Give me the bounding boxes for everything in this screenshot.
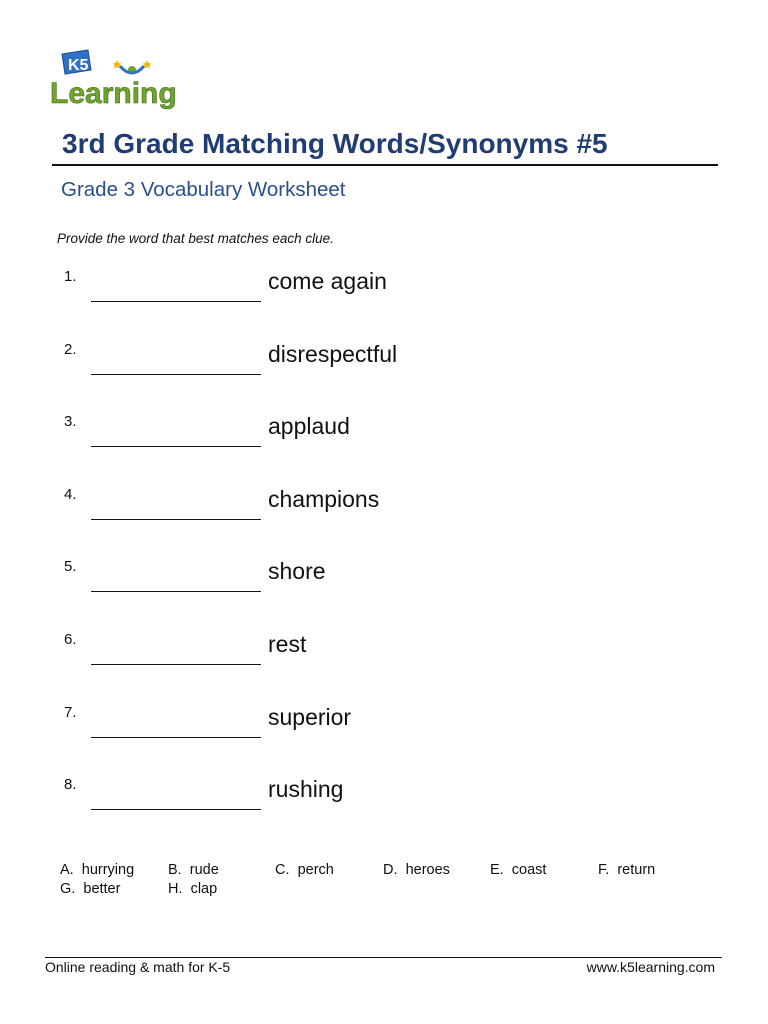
question-clue: rushing <box>268 776 344 802</box>
choice-letter: G. <box>60 881 76 897</box>
answer-blank[interactable] <box>91 591 261 592</box>
choice-letter: A. <box>60 862 74 878</box>
question-clue: shore <box>268 558 326 584</box>
question-number: 7. <box>64 704 77 721</box>
question-8 <box>0 776 768 836</box>
question-clue: rest <box>268 631 307 657</box>
logo-wordmark: Learning <box>50 77 177 110</box>
question-1 <box>0 268 768 328</box>
choice-letter: B. <box>168 862 182 878</box>
question-clue: come again <box>268 268 387 294</box>
answer-blank[interactable] <box>91 737 261 738</box>
choice-letter: D. <box>383 862 398 878</box>
question-7 <box>0 704 768 764</box>
choice-word: clap <box>190 881 218 897</box>
answer-blank[interactable] <box>91 374 261 375</box>
choice-d <box>383 862 450 878</box>
title-divider <box>52 164 718 166</box>
choice-letter: C. <box>275 862 290 878</box>
choice-g <box>60 881 120 897</box>
question-number: 3. <box>64 413 77 430</box>
answer-blank[interactable] <box>91 519 261 520</box>
question-number: 6. <box>64 631 77 648</box>
k5-learning-logo <box>48 44 193 112</box>
question-3 <box>0 413 768 473</box>
choice-word: perch <box>297 862 334 878</box>
answer-blank[interactable] <box>91 446 261 447</box>
choice-word: heroes <box>405 862 450 878</box>
choice-f <box>598 862 655 878</box>
question-clue: disrespectful <box>268 341 398 367</box>
question-5 <box>0 558 768 618</box>
instructions: Provide the word that best matches each clue. <box>57 231 334 246</box>
choice-h <box>168 881 217 897</box>
question-number: 4. <box>64 486 77 503</box>
choice-letter: H. <box>168 881 183 897</box>
question-number: 1. <box>64 268 77 285</box>
choice-word: coast <box>511 862 547 878</box>
question-clue: superior <box>268 704 352 730</box>
choice-e <box>490 862 546 878</box>
answer-blank[interactable] <box>91 301 261 302</box>
question-number: 8. <box>64 776 77 793</box>
choice-b <box>168 862 219 878</box>
choice-word: rude <box>189 862 219 878</box>
answer-blank[interactable] <box>91 664 261 665</box>
question-clue: applaud <box>268 413 350 439</box>
answer-blank[interactable] <box>91 809 261 810</box>
question-number: 2. <box>64 341 77 358</box>
footer-website: www.k5learning.com <box>586 959 715 975</box>
choice-c <box>275 862 334 878</box>
choice-word: better <box>83 881 121 897</box>
question-clue: champions <box>268 486 380 512</box>
choice-letter: F. <box>598 862 610 878</box>
choice-word: return <box>617 862 656 878</box>
footer-divider <box>45 957 722 958</box>
choice-letter: E. <box>490 862 504 878</box>
choice-a <box>60 862 134 878</box>
logo-badge-text: K5 <box>68 57 89 74</box>
footer-tagline: Online reading & math for K-5 <box>45 959 231 975</box>
question-number: 5. <box>64 558 77 575</box>
question-2 <box>0 341 768 401</box>
choice-word: hurrying <box>81 862 135 878</box>
answer-bank <box>60 862 740 902</box>
question-4 <box>0 486 768 546</box>
question-6 <box>0 631 768 691</box>
worksheet-title: 3rd Grade Matching Words/Synonyms #5 <box>62 128 608 159</box>
worksheet-subtitle: Grade 3 Vocabulary Worksheet <box>61 178 346 201</box>
